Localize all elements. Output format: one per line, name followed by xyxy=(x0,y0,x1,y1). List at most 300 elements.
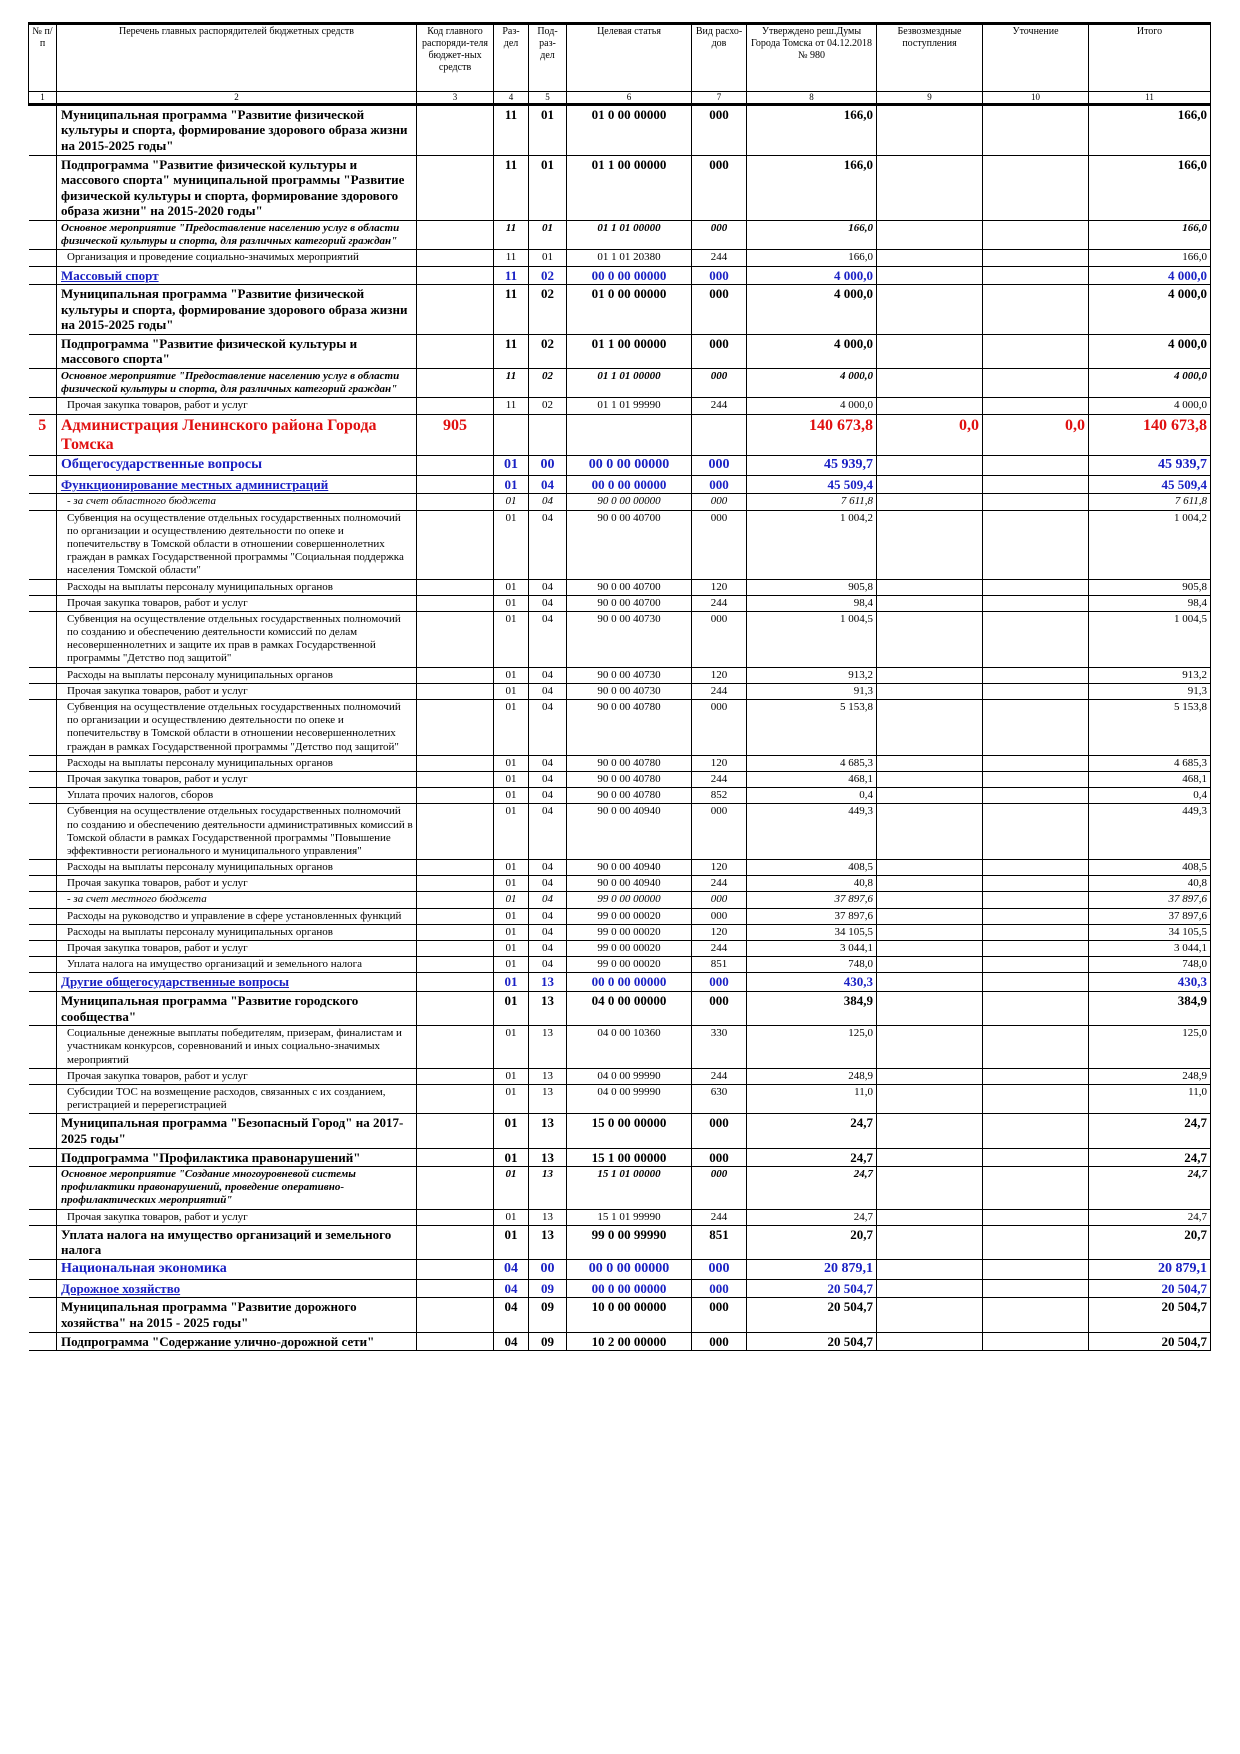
row-clarification xyxy=(983,334,1089,368)
row-number xyxy=(29,1167,57,1210)
row-razdel: 01 xyxy=(494,788,529,804)
row-approved: 5 153,8 xyxy=(747,700,877,756)
header-row xyxy=(29,24,1211,92)
row-clarification xyxy=(983,155,1089,220)
budget-table xyxy=(28,22,1211,1351)
row-code xyxy=(417,1084,494,1113)
table-row xyxy=(29,957,1211,973)
row-expense-type: 000 xyxy=(692,494,747,510)
row-clarification xyxy=(983,892,1089,908)
row-approved: 91,3 xyxy=(747,683,877,699)
row-clarification xyxy=(983,285,1089,335)
row-total: 4 685,3 xyxy=(1089,755,1211,771)
col-number: 11 xyxy=(1089,92,1211,105)
row-razdel: 01 xyxy=(494,475,529,494)
row-code xyxy=(417,220,494,249)
row-grants xyxy=(877,700,983,756)
row-podrazdel: 01 xyxy=(529,155,567,220)
row-grants xyxy=(877,1026,983,1069)
table-row xyxy=(29,892,1211,908)
row-grants xyxy=(877,667,983,683)
row-target-article: 00 0 00 00000 xyxy=(567,475,692,494)
row-total: 468,1 xyxy=(1089,771,1211,787)
row-podrazdel: 02 xyxy=(529,334,567,368)
row-expense-type: 000 xyxy=(692,266,747,285)
row-expense-type: 000 xyxy=(692,892,747,908)
row-code xyxy=(417,1167,494,1210)
row-clarification xyxy=(983,220,1089,249)
row-number xyxy=(29,860,57,876)
row-podrazdel: 13 xyxy=(529,973,567,992)
row-approved: 7 611,8 xyxy=(747,494,877,510)
row-approved: 24,7 xyxy=(747,1209,877,1225)
row-number xyxy=(29,1225,57,1259)
row-name: Расходы на руководство и управление в сфере установленных функций xyxy=(57,908,417,924)
row-number xyxy=(29,510,57,579)
row-podrazdel: 04 xyxy=(529,510,567,579)
row-name: Массовый спорт xyxy=(57,266,417,285)
row-approved: 125,0 xyxy=(747,1026,877,1069)
row-total: 20 504,7 xyxy=(1089,1279,1211,1298)
row-grants xyxy=(877,1209,983,1225)
row-expense-type: 244 xyxy=(692,683,747,699)
table-row xyxy=(29,941,1211,957)
row-clarification xyxy=(983,941,1089,957)
row-expense-type: 630 xyxy=(692,1084,747,1113)
row-expense-type: 000 xyxy=(692,475,747,494)
row-approved: 4 000,0 xyxy=(747,398,877,414)
row-code xyxy=(417,860,494,876)
row-target-article: 01 0 00 00000 xyxy=(567,285,692,335)
row-razdel: 04 xyxy=(494,1298,529,1332)
row-name: Функционирование местных администраций xyxy=(57,475,417,494)
table-row xyxy=(29,755,1211,771)
row-target-article: 90 0 00 40780 xyxy=(567,755,692,771)
table-row xyxy=(29,250,1211,266)
row-podrazdel: 01 xyxy=(529,104,567,155)
row-clarification xyxy=(983,266,1089,285)
row-podrazdel: 04 xyxy=(529,667,567,683)
row-expense-type: 000 xyxy=(692,285,747,335)
row-razdel: 01 xyxy=(494,1084,529,1113)
row-name: Субвенция на осуществление отдельных государственных полномочий по созданию и обеспечению деятельности комиссий по делам несовершеннолетних и защите их прав в рамках Государственной программы "Детство под защитой" xyxy=(57,611,417,667)
row-code xyxy=(417,876,494,892)
table-row xyxy=(29,398,1211,414)
row-code xyxy=(417,1260,494,1280)
row-podrazdel: 13 xyxy=(529,1026,567,1069)
row-podrazdel: 04 xyxy=(529,755,567,771)
row-razdel: 01 xyxy=(494,683,529,699)
row-number xyxy=(29,1279,57,1298)
row-code xyxy=(417,155,494,220)
row-approved: 4 000,0 xyxy=(747,266,877,285)
table-row xyxy=(29,155,1211,220)
table-row xyxy=(29,1332,1211,1351)
row-grants xyxy=(877,876,983,892)
row-razdel: 01 xyxy=(494,771,529,787)
row-number xyxy=(29,1114,57,1148)
table-row xyxy=(29,876,1211,892)
row-target-article: 00 0 00 00000 xyxy=(567,973,692,992)
row-total: 4 000,0 xyxy=(1089,285,1211,335)
row-target-article: 99 0 00 00020 xyxy=(567,957,692,973)
row-grants xyxy=(877,1225,983,1259)
row-number xyxy=(29,494,57,510)
row-number xyxy=(29,266,57,285)
row-podrazdel: 13 xyxy=(529,1209,567,1225)
row-expense-type: 851 xyxy=(692,957,747,973)
row-number xyxy=(29,595,57,611)
row-target-article: 90 0 00 40940 xyxy=(567,804,692,860)
table-row xyxy=(29,860,1211,876)
row-approved: 1 004,5 xyxy=(747,611,877,667)
table-row xyxy=(29,579,1211,595)
row-grants xyxy=(877,1084,983,1113)
row-name: Прочая закупка товаров, работ и услуг xyxy=(57,1209,417,1225)
row-code xyxy=(417,1068,494,1084)
row-approved: 45 939,7 xyxy=(747,456,877,476)
row-razdel: 01 xyxy=(494,992,529,1026)
row-total: 3 044,1 xyxy=(1089,941,1211,957)
row-code xyxy=(417,456,494,476)
row-approved: 166,0 xyxy=(747,220,877,249)
row-total: 4 000,0 xyxy=(1089,369,1211,398)
row-number xyxy=(29,611,57,667)
row-grants xyxy=(877,788,983,804)
row-name: Муниципальная программа "Развитие дорожного хозяйства" на 2015 - 2025 годы" xyxy=(57,1298,417,1332)
row-razdel: 11 xyxy=(494,104,529,155)
row-number xyxy=(29,667,57,683)
row-podrazdel: 09 xyxy=(529,1332,567,1351)
row-razdel: 01 xyxy=(494,611,529,667)
row-expense-type: 000 xyxy=(692,456,747,476)
row-name: Субвенция на осуществление отдельных государственных полномочий по организации и осуществлению деятельности по опеке и попечительству в Томской области в отношении несовершеннолетних граждан в рамках Государственной программы "Детство под защитой" xyxy=(57,700,417,756)
row-name: Общегосударственные вопросы xyxy=(57,456,417,476)
row-razdel: 11 xyxy=(494,220,529,249)
row-clarification: 0,0 xyxy=(983,414,1089,455)
row-clarification xyxy=(983,1332,1089,1351)
row-number xyxy=(29,475,57,494)
row-podrazdel: 13 xyxy=(529,1068,567,1084)
row-approved: 20 504,7 xyxy=(747,1298,877,1332)
row-target-article: 04 0 00 99990 xyxy=(567,1068,692,1084)
table-row xyxy=(29,804,1211,860)
row-total: 34 105,5 xyxy=(1089,924,1211,940)
row-approved: 1 004,2 xyxy=(747,510,877,579)
row-name: Основное мероприятие "Создание многоуровневой системы профилактики правонарушений, проведение оперативно-профилактических мероприятий" xyxy=(57,1167,417,1210)
row-code xyxy=(417,104,494,155)
row-grants xyxy=(877,510,983,579)
row-razdel: 01 xyxy=(494,804,529,860)
row-razdel: 01 xyxy=(494,595,529,611)
row-expense-type: 000 xyxy=(692,992,747,1026)
row-code xyxy=(417,1148,494,1167)
table-row xyxy=(29,924,1211,940)
row-podrazdel: 13 xyxy=(529,992,567,1026)
row-clarification xyxy=(983,369,1089,398)
row-approved: 384,9 xyxy=(747,992,877,1026)
row-target-article: 04 0 00 10360 xyxy=(567,1026,692,1069)
row-clarification xyxy=(983,398,1089,414)
budget-sheet xyxy=(28,22,1210,1351)
row-name: Уплата налога на имущество организаций и земельного налога xyxy=(57,957,417,973)
col-header-target: Целевая статья xyxy=(567,24,692,92)
row-clarification xyxy=(983,1148,1089,1167)
row-code xyxy=(417,992,494,1026)
row-podrazdel: 01 xyxy=(529,220,567,249)
row-clarification xyxy=(983,1298,1089,1332)
row-expense-type: 000 xyxy=(692,510,747,579)
col-number: 1 xyxy=(29,92,57,105)
row-code xyxy=(417,285,494,335)
row-grants xyxy=(877,334,983,368)
row-target-article: 90 0 00 40940 xyxy=(567,860,692,876)
row-clarification xyxy=(983,510,1089,579)
row-expense-type: 000 xyxy=(692,700,747,756)
row-target-article: 01 1 01 20380 xyxy=(567,250,692,266)
row-clarification xyxy=(983,1068,1089,1084)
row-razdel: 01 xyxy=(494,860,529,876)
row-podrazdel xyxy=(529,414,567,455)
col-header-code: Код главного распоряди-теля бюджет-ных средств xyxy=(417,24,494,92)
row-grants xyxy=(877,908,983,924)
row-clarification xyxy=(983,494,1089,510)
row-total: 4 000,0 xyxy=(1089,266,1211,285)
row-target-article: 15 1 01 00000 xyxy=(567,1167,692,1210)
row-number xyxy=(29,755,57,771)
row-code xyxy=(417,804,494,860)
table-row xyxy=(29,973,1211,992)
row-podrazdel: 13 xyxy=(529,1225,567,1259)
table-row xyxy=(29,414,1211,455)
row-total: 40,8 xyxy=(1089,876,1211,892)
col-header-expense-type: Вид расхо-дов xyxy=(692,24,747,92)
row-expense-type: 244 xyxy=(692,1209,747,1225)
row-approved: 913,2 xyxy=(747,667,877,683)
row-target-article: 99 0 00 00020 xyxy=(567,924,692,940)
row-number xyxy=(29,155,57,220)
row-expense-type: 330 xyxy=(692,1026,747,1069)
table-row xyxy=(29,104,1211,155)
row-name: Муниципальная программа "Развитие физической культуры и спорта, формирование здорового образа жизни на 2015-2025 годы" xyxy=(57,104,417,155)
row-target-article: 90 0 00 40780 xyxy=(567,788,692,804)
row-razdel: 11 xyxy=(494,398,529,414)
row-razdel: 01 xyxy=(494,755,529,771)
row-expense-type: 000 xyxy=(692,155,747,220)
row-name: Расходы на выплаты персоналу муниципальных органов xyxy=(57,579,417,595)
row-approved: 98,4 xyxy=(747,595,877,611)
row-number xyxy=(29,1332,57,1351)
row-approved: 24,7 xyxy=(747,1114,877,1148)
row-approved: 11,0 xyxy=(747,1084,877,1113)
row-approved: 4 000,0 xyxy=(747,369,877,398)
row-name: Организация и проведение социально-значимых мероприятий xyxy=(57,250,417,266)
row-name: - за счет областного бюджета xyxy=(57,494,417,510)
row-target-article: 90 0 00 40780 xyxy=(567,700,692,756)
row-code xyxy=(417,1279,494,1298)
row-total: 384,9 xyxy=(1089,992,1211,1026)
row-podrazdel: 04 xyxy=(529,579,567,595)
row-clarification xyxy=(983,683,1089,699)
table-row xyxy=(29,611,1211,667)
row-code xyxy=(417,1225,494,1259)
row-grants xyxy=(877,579,983,595)
table-row xyxy=(29,1026,1211,1069)
row-number xyxy=(29,456,57,476)
row-code xyxy=(417,788,494,804)
row-podrazdel: 04 xyxy=(529,860,567,876)
row-grants xyxy=(877,369,983,398)
col-header-razdel: Раз-дел xyxy=(494,24,529,92)
table-row xyxy=(29,266,1211,285)
row-number xyxy=(29,924,57,940)
row-expense-type: 000 xyxy=(692,973,747,992)
row-number: 5 xyxy=(29,414,57,455)
row-podrazdel: 04 xyxy=(529,804,567,860)
row-number xyxy=(29,1084,57,1113)
row-razdel: 01 xyxy=(494,892,529,908)
row-razdel: 01 xyxy=(494,494,529,510)
row-code xyxy=(417,494,494,510)
row-grants xyxy=(877,104,983,155)
row-grants xyxy=(877,804,983,860)
row-total: 1 004,5 xyxy=(1089,611,1211,667)
row-number xyxy=(29,771,57,787)
row-razdel: 11 xyxy=(494,155,529,220)
row-number xyxy=(29,788,57,804)
col-number: 7 xyxy=(692,92,747,105)
row-name: Подпрограмма "Содержание улично-дорожной сети" xyxy=(57,1332,417,1351)
row-target-article: 90 0 00 40730 xyxy=(567,683,692,699)
row-grants xyxy=(877,456,983,476)
row-grants xyxy=(877,992,983,1026)
row-name: Социальные денежные выплаты победителям, призерам, финалистам и участникам конкурсов, соревнований и иных социально-значимых мероприятий xyxy=(57,1026,417,1069)
row-number xyxy=(29,941,57,957)
row-podrazdel: 04 xyxy=(529,788,567,804)
row-razdel: 01 xyxy=(494,1209,529,1225)
row-name: Муниципальная программа "Развитие городского сообщества" xyxy=(57,992,417,1026)
row-approved: 24,7 xyxy=(747,1167,877,1210)
row-number xyxy=(29,908,57,924)
row-target-article: 90 0 00 40940 xyxy=(567,876,692,892)
row-code xyxy=(417,957,494,973)
table-row xyxy=(29,1167,1211,1210)
row-number xyxy=(29,250,57,266)
row-grants xyxy=(877,595,983,611)
row-grants xyxy=(877,220,983,249)
row-code xyxy=(417,1332,494,1351)
row-total: 7 611,8 xyxy=(1089,494,1211,510)
column-number-row xyxy=(29,92,1211,105)
row-code xyxy=(417,250,494,266)
row-razdel: 04 xyxy=(494,1260,529,1280)
row-podrazdel: 01 xyxy=(529,250,567,266)
row-total: 248,9 xyxy=(1089,1068,1211,1084)
row-code xyxy=(417,683,494,699)
row-expense-type: 000 xyxy=(692,1148,747,1167)
row-grants xyxy=(877,611,983,667)
row-grants xyxy=(877,250,983,266)
table-row xyxy=(29,1209,1211,1225)
row-razdel: 11 xyxy=(494,369,529,398)
table-row xyxy=(29,1225,1211,1259)
row-code xyxy=(417,924,494,940)
row-name: Прочая закупка товаров, работ и услуг xyxy=(57,1068,417,1084)
col-header-clarification: Уточнение xyxy=(983,24,1089,92)
row-podrazdel: 04 xyxy=(529,494,567,510)
row-code xyxy=(417,475,494,494)
row-approved: 37 897,6 xyxy=(747,908,877,924)
row-code xyxy=(417,611,494,667)
row-clarification xyxy=(983,250,1089,266)
row-number xyxy=(29,398,57,414)
row-name: Администрация Ленинского района Города Томска xyxy=(57,414,417,455)
row-total: 449,3 xyxy=(1089,804,1211,860)
row-approved: 430,3 xyxy=(747,973,877,992)
row-grants xyxy=(877,1279,983,1298)
table-row xyxy=(29,700,1211,756)
row-total: 24,7 xyxy=(1089,1167,1211,1210)
row-number xyxy=(29,804,57,860)
row-expense-type: 000 xyxy=(692,908,747,924)
row-code xyxy=(417,908,494,924)
row-razdel: 04 xyxy=(494,1279,529,1298)
row-total: 20 504,7 xyxy=(1089,1298,1211,1332)
row-number xyxy=(29,1068,57,1084)
row-name: Подпрограмма "Развитие физической культуры и массового спорта" муниципальной программы "Развитие физической культуры и спорта, формирование здорового образа жизни" на 2015-2020 годы" xyxy=(57,155,417,220)
table-row xyxy=(29,771,1211,787)
row-grants xyxy=(877,755,983,771)
row-clarification xyxy=(983,973,1089,992)
row-code xyxy=(417,579,494,595)
row-target-article: 00 0 00 00000 xyxy=(567,456,692,476)
row-podrazdel: 00 xyxy=(529,456,567,476)
row-code xyxy=(417,334,494,368)
row-grants xyxy=(877,683,983,699)
row-number xyxy=(29,992,57,1026)
row-total: 20 504,7 xyxy=(1089,1332,1211,1351)
row-name: Прочая закупка товаров, работ и услуг xyxy=(57,595,417,611)
row-target-article: 04 0 00 00000 xyxy=(567,992,692,1026)
row-expense-type: 244 xyxy=(692,941,747,957)
table-row xyxy=(29,683,1211,699)
row-clarification xyxy=(983,804,1089,860)
row-target-article: 15 1 00 00000 xyxy=(567,1148,692,1167)
col-number: 5 xyxy=(529,92,567,105)
row-clarification xyxy=(983,667,1089,683)
row-approved: 3 044,1 xyxy=(747,941,877,957)
table-row xyxy=(29,1279,1211,1298)
row-target-article: 90 0 00 40780 xyxy=(567,771,692,787)
row-expense-type: 000 xyxy=(692,1260,747,1280)
row-podrazdel: 04 xyxy=(529,924,567,940)
col-number: 4 xyxy=(494,92,529,105)
table-row xyxy=(29,992,1211,1026)
row-grants xyxy=(877,398,983,414)
row-podrazdel: 09 xyxy=(529,1298,567,1332)
row-podrazdel: 00 xyxy=(529,1260,567,1280)
col-number: 10 xyxy=(983,92,1089,105)
table-row xyxy=(29,908,1211,924)
row-razdel: 01 xyxy=(494,973,529,992)
row-expense-type: 000 xyxy=(692,1332,747,1351)
row-razdel: 01 xyxy=(494,1148,529,1167)
row-grants xyxy=(877,860,983,876)
row-clarification xyxy=(983,1209,1089,1225)
row-razdel: 01 xyxy=(494,700,529,756)
col-number: 8 xyxy=(747,92,877,105)
row-total: 5 153,8 xyxy=(1089,700,1211,756)
